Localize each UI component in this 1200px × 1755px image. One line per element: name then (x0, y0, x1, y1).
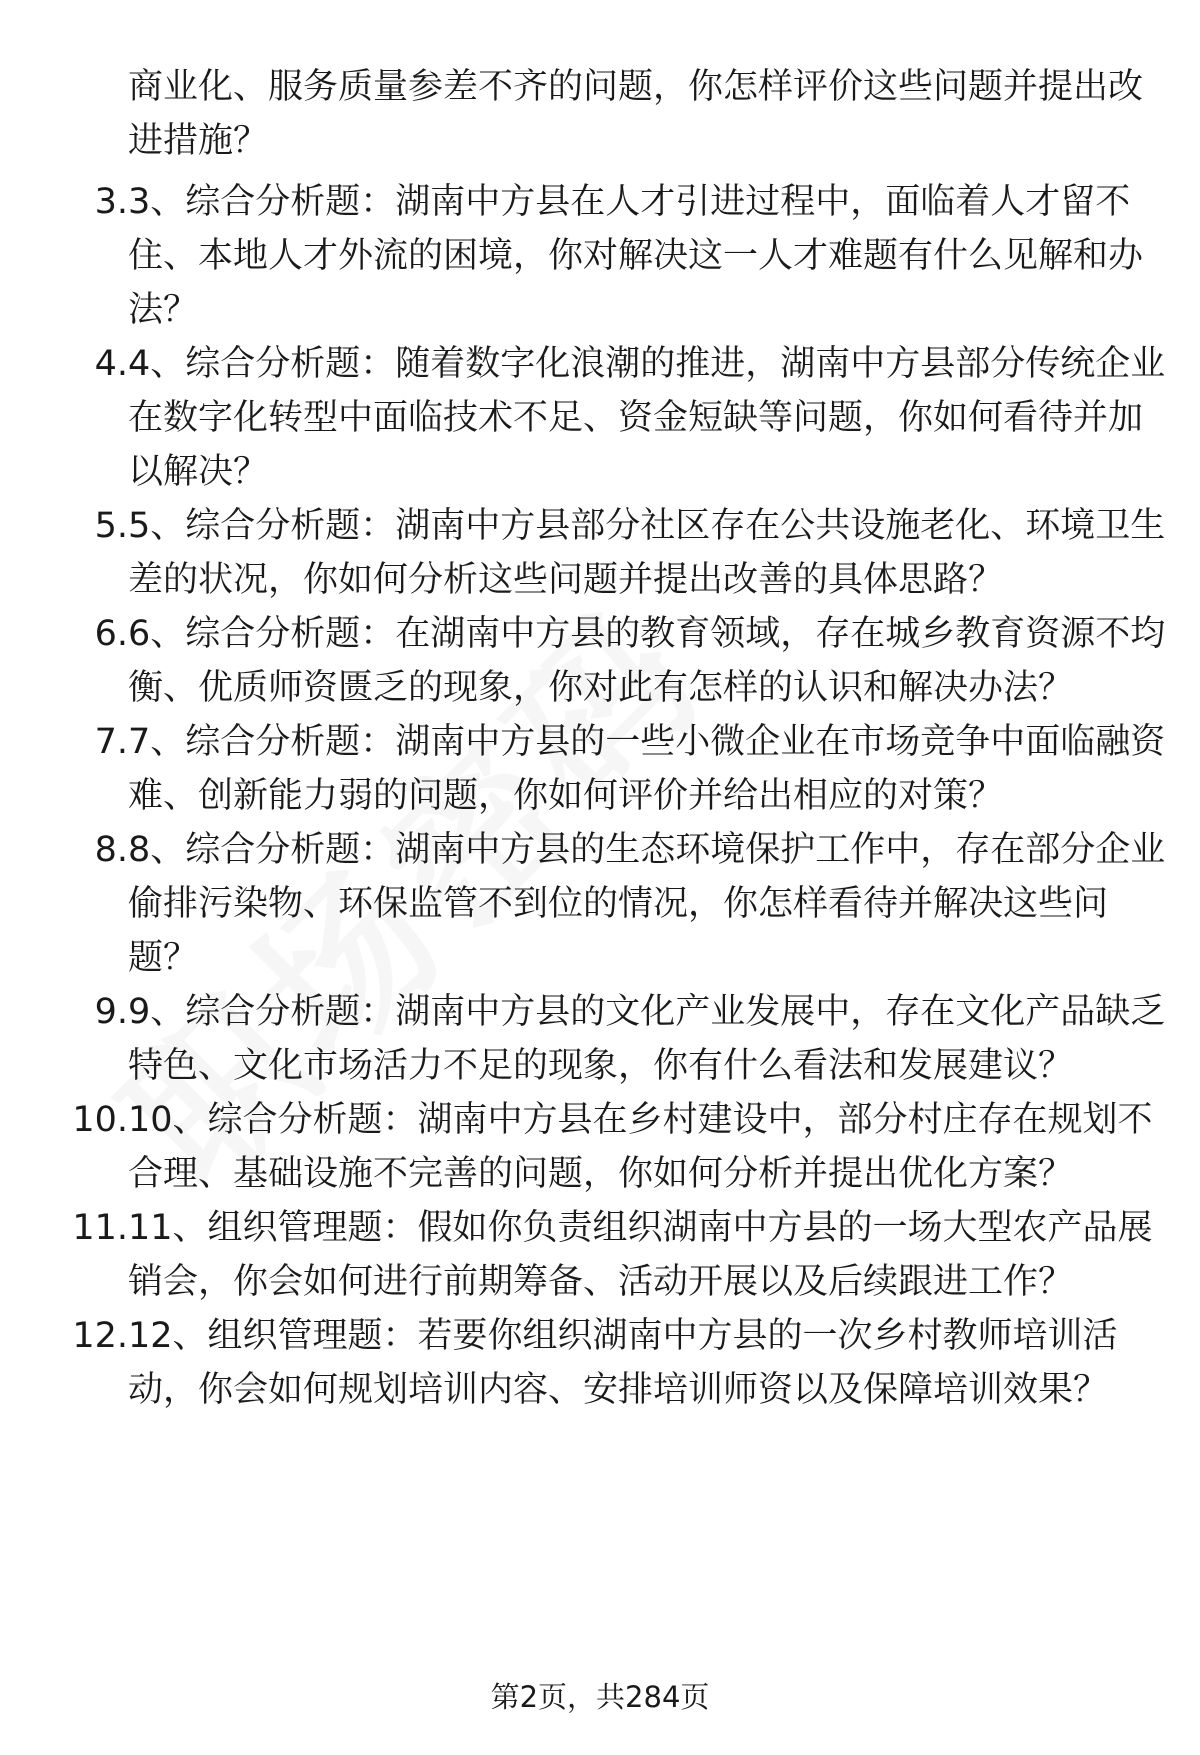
list-item-number: 4. (94, 344, 128, 384)
list-item-text: 7、综合分析题：湖南中方县的一些小微企业在市场竞争中面临融资难、创新能力弱的问题，你如何评价并给出相应的对策？ (128, 722, 1166, 816)
list-item-number: 5. (94, 506, 128, 546)
list-item-number: 7. (94, 722, 128, 762)
list-item-text: 9、综合分析题：湖南中方县的文化产业发展中，存在文化产品缺乏特色、文化市场活力不足的现象，你有什么看法和发展建议？ (128, 992, 1166, 1086)
list-item-number: 10. (72, 1100, 128, 1140)
list-item-number: 9. (94, 992, 128, 1032)
list-item-text: 6、综合分析题：在湖南中方县的教育领域，存在城乡教育资源不均衡、优质师资匮乏的现象，你对此有怎样的认识和解决办法？ (128, 614, 1166, 708)
list-item-text: 8、综合分析题：湖南中方县的生态环境保护工作中，存在部分企业偷排污染物、环保监管不到位的情况，你怎样看待并解决这些问题？ (128, 830, 1166, 978)
list-item-text: 11、组织管理题：假如你负责组织湖南中方县的一场大型农产品展销会，你会如何进行前期筹备、活动开展以及后续跟进工作？ (128, 1208, 1153, 1302)
list-item-number: 8. (94, 830, 128, 870)
list-item-text: 4、综合分析题：随着数字化浪潮的推进，湖南中方县部分传统企业在数字化转型中面临技术不足、资金短缺等问题，你如何看待并加以解决？ (128, 344, 1166, 492)
continued-paragraph: 商业化、服务质量参差不齐的问题，你怎样评价这些问题并提出改进措施？ (128, 67, 1144, 161)
list-item-text: 5、综合分析题：湖南中方县部分社区存在公共设施老化、环境卫生差的状况，你如何分析这些问题并提出改善的具体思路？ (128, 506, 1166, 600)
list-item-text: 12、组织管理题：若要你组织湖南中方县的一次乡村教师培训活动，你会如何规划培训内容、安排培训师资以及保障培训效果？ (128, 1316, 1118, 1410)
list-item-number: 12. (72, 1316, 128, 1356)
list-item-text: 10、综合分析题：湖南中方县在乡村建设中，部分村庄存在规划不合理、基础设施不完善的问题，你如何分析并提出优化方案？ (128, 1100, 1153, 1194)
list-item-number: 3. (94, 182, 128, 222)
page-footer: 第2页，共284页 (490, 1680, 710, 1714)
list-item-text: 3、综合分析题：湖南中方县在人才引进过程中，面临着人才留不住、本地人才外流的困境，你对解决这一人才难题有什么见解和办法？ (128, 182, 1144, 330)
list-item-number: 6. (94, 614, 128, 654)
list-item-number: 11. (72, 1208, 128, 1248)
